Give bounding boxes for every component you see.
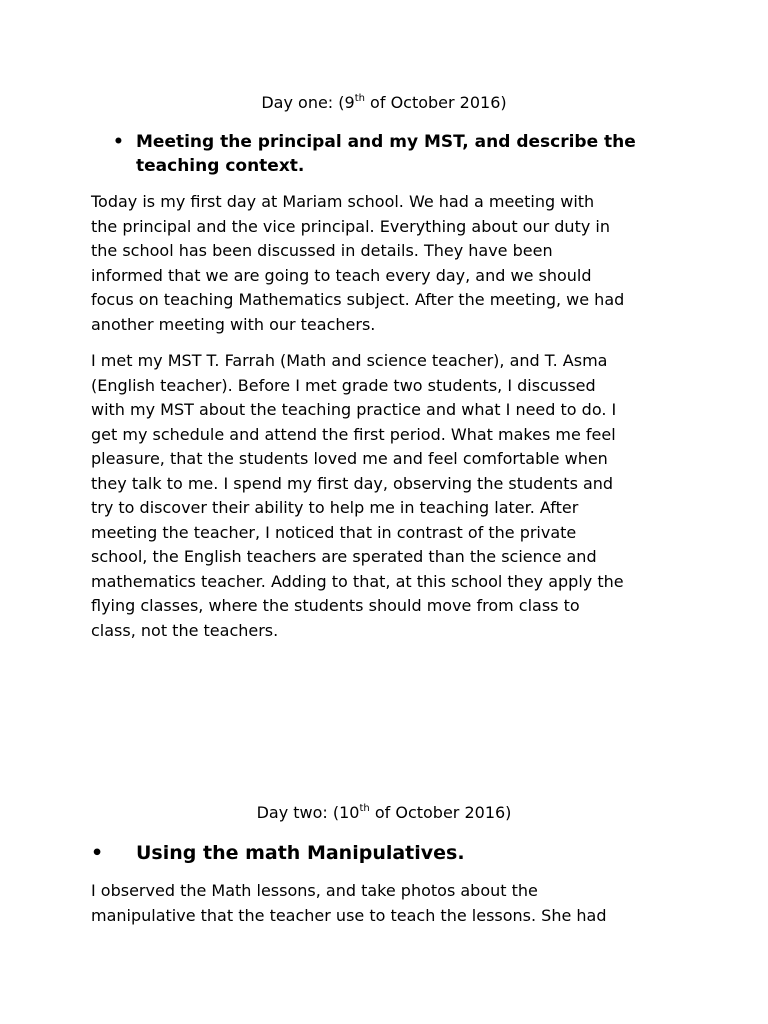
day-two-heading-suffix: of October 2016) (369, 803, 512, 822)
bullet-icon: • (113, 132, 124, 152)
day-one-paragraph-1: Today is my first day at Mariam school. We had a meeting with the principal and the vice principal. Everything about our duty in the school has been discussed in details. They have been informed that we are going to teach every day, and we should focus on teaching Mathematics subject. After the meeting, we had another meeting with our teachers. (91, 192, 625, 334)
day-one-bullet-item (113, 130, 693, 178)
day-two-bullet-text: Using the math Manipulatives. (136, 842, 465, 864)
day-two-heading-sup: th (359, 803, 370, 814)
day-two-bullet-item (91, 840, 691, 866)
day-one-bullet-line2: teaching context. (136, 156, 305, 176)
day-one-bullet-text (136, 130, 636, 178)
day-one-heading (0, 93, 768, 113)
day-one-paragraph-2: I met my MST T. Farrah (Math and science teacher), and T. Asma (English teacher). Before I met grade two students, I discussed with my MST about the teaching practice and what I need to do. I get my schedule and attend the first period. What makes me feel pleasure, that the students loved me and feel comfortable when they talk to me. I spend my first day, observing the students and try to discover their ability to help me in teaching later. After meeting the teacher, I noticed that in contrast of the private school, the English teachers are sperated than the science and mathematics teacher. Adding to that, at this school they apply the flying classes, where the students should move from class to class, not the teachers. (91, 351, 624, 640)
day-one-heading-prefix: Day one: (9 (261, 93, 355, 112)
day-one-heading-sup: th (354, 93, 365, 104)
day-two-paragraph-1: I observed the Math lessons, and take photos about the manipulative that the teacher use to teach the lessons. She had (91, 881, 607, 925)
day-two-heading (0, 803, 768, 823)
day-two-heading-prefix: Day two: (10 (256, 803, 360, 822)
bullet-icon: • (91, 842, 104, 864)
day-one-bullet-line1: Meeting the principal and my MST, and describe the (136, 132, 636, 152)
day-one-heading-suffix: of October 2016) (364, 93, 507, 112)
